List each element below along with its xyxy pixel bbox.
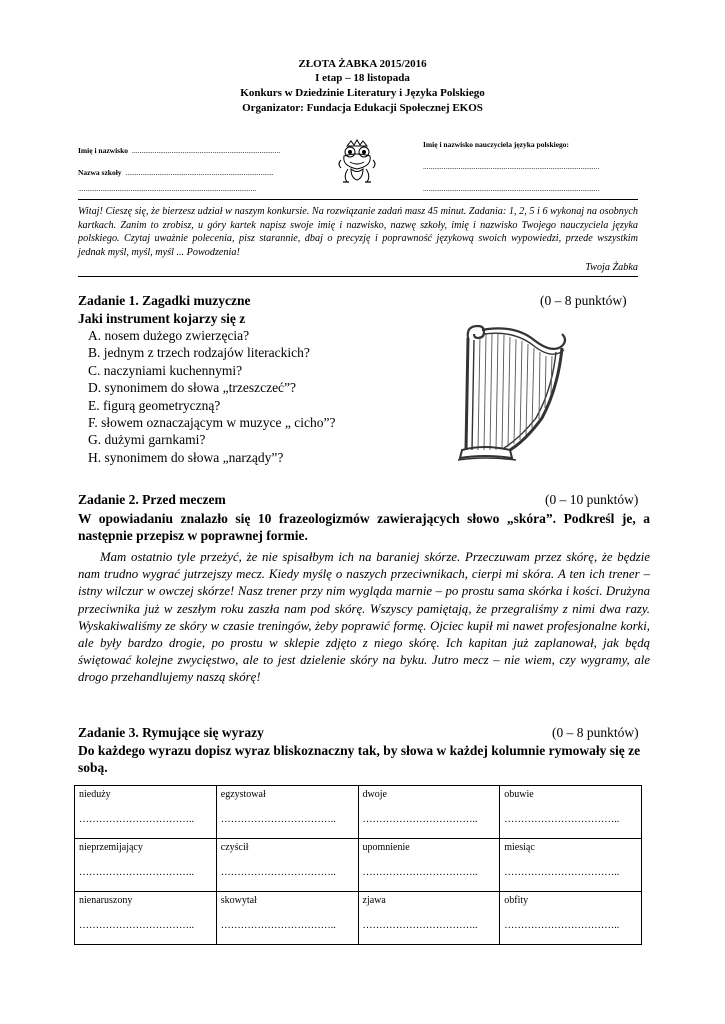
name-label: Imię i nazwisko — [78, 146, 129, 155]
table-cell[interactable]: czyścił …………………………….. — [216, 839, 358, 892]
task2-points: (0 – 10 punktów) — [545, 492, 639, 507]
task2-instruction: W opowiadaniu znalazło się 10 frazeologizmów zawierających słowo „skóra”. Podkreśl je, a następnie przepisz w poprawnej formie. — [78, 511, 650, 543]
table-cell[interactable]: miesiąc …………………………….. — [500, 839, 642, 892]
organizer: Organizator: Fundacja Edukacji Społecznej EKOS — [242, 102, 483, 114]
list-item: A. nosem dużego zwierzęcia? — [88, 328, 250, 343]
task2-title: Zadanie 2. Przed meczem — [78, 492, 226, 507]
task3-title: Zadanie 3. Rymujące się wyrazy — [78, 725, 264, 740]
school-label: Nazwa szkoły — [78, 168, 122, 177]
task3-instruction: Do każdego wyrazu dopisz wyraz bliskoznaczny tak, by słowa w każdej kolumnie rymowały się ze sobą. — [78, 743, 641, 775]
task2-story: Mam ostatnio tyle przeżyć, że nie spisałbym ich na baraniej skórze. Przeczuwam przez skórę, że będzie nam trudno wygrać jutrzejszy mecz. Kiedy myślę o naszych przeciwnikach, cierpi mi skóra. A ten ich trener – istny wilczur w owczej skórze! Nasz trener przy nim wygląda marnie – po prostu sama skórka i kości. Drużyna przeciwnika już w zeszłym roku zaszła nam pod skórę. Wszyscy pamiętają, że przegraliśmy z nimi dwa razy. Wyskakiwaliśmy ze skóry w czasie treningów, żeby poprawić formę. Ojciec kupił mi nawet profesjonalne korki, ale były bardzo drogie, po prostu w sklepie zdjęto z niego skórę. Ich kapitan już zaplanował, jak będą świętować kolejne zwycięstwo, ale to jest dzielenie skóry na byku. Jutro mecz – nie wiem, czy wygramy, ale drogo przehandlujemy naszą skórę! — [78, 550, 650, 685]
list-item: E. figurą geometryczną? — [88, 397, 221, 413]
teacher-dots[interactable]: .............................................................................................. — [423, 162, 600, 171]
table-row — [75, 892, 642, 945]
table-row — [75, 786, 642, 839]
table-cell[interactable]: obuwie …………………………….. — [500, 786, 642, 839]
teacher-label: Imię i nazwisko nauczyciela języka polskiego: — [423, 140, 570, 149]
table-cell[interactable]: zjawa …………………………….. — [358, 892, 500, 945]
table-cell[interactable]: egzystował …………………………….. — [216, 786, 358, 839]
intro-bottom-rule — [78, 276, 638, 277]
list-item: H. synonimem do słowa „narządy”? — [88, 449, 284, 465]
school-field[interactable] — [78, 162, 274, 180]
harp-illustration — [454, 318, 574, 468]
task3-points: (0 – 8 punktów) — [552, 725, 639, 740]
task1-points: (0 – 8 punktów) — [540, 293, 627, 308]
table-cell[interactable]: skowytał …………………………….. — [216, 892, 358, 945]
table-cell[interactable]: nieduży …………………………….. — [75, 786, 217, 839]
list-item: G. dużymi garnkami? — [88, 432, 206, 448]
stage-date: I etap – 18 listopada — [315, 72, 410, 84]
school-dots-2[interactable]: ............................................................................................... — [78, 184, 257, 193]
list-item: C. naczyniami kuchennymi? — [88, 362, 243, 378]
table-cell[interactable]: dwoje …………………………….. — [358, 786, 500, 839]
task1-list — [88, 327, 335, 466]
teacher-dots-2[interactable]: .............................................................................................. — [423, 184, 600, 193]
task1-question: Jaki instrument kojarzy się z — [78, 311, 246, 326]
frog-logo — [333, 138, 381, 186]
contest-title: ZŁOTA ŻABKA 2015/2016 — [298, 58, 427, 70]
list-item: F. słowem oznaczającym w muzyce „ cicho”? — [88, 415, 336, 431]
name-field[interactable] — [78, 140, 280, 158]
list-item: B. jednym z trzech rodzajów literackich? — [88, 345, 310, 361]
table-cell[interactable]: upomnienie …………………………….. — [358, 839, 500, 892]
task1-title: Zadanie 1. Zagadki muzyczne — [78, 293, 251, 308]
table-cell[interactable]: obfity …………………………….. — [500, 892, 642, 945]
contest-subtitle: Konkurs w Dziedzinie Literatury i Języka Polskiego — [240, 87, 485, 99]
name-dots: ............................................................................... — [132, 146, 281, 155]
list-item: D. synonimem do słowa „trzeszczeć”? — [88, 380, 297, 396]
intro-signature: Twoja Żabka — [585, 262, 638, 273]
table-cell[interactable]: nienaruszony …………………………….. — [75, 892, 217, 945]
table-row — [75, 839, 642, 892]
intro-top-rule — [78, 199, 638, 200]
school-dots: ............................................................................... — [125, 168, 274, 177]
rhyme-table — [74, 785, 642, 945]
intro-text: Witaj! Cieszę się, że bierzesz udział w naszym konkursie. Na rozwiązanie zadań masz 45 minut. Zadania: 1, 2, 5 i 6 wykonaj na osobnych kartkach. Zanim to zrobisz, u góry kartek napisz swoje imię i nazwisko, nazwę szkoły, imię i nazwisko Twojego nauczyciela języka polskiego. Czytaj uważnie polecenia, pisz starannie, dbaj o precyzję i poprawność językową swoich wypowiedzi, przede wszystkim jednak myśl, myśl, myśl ... Powodzenia! — [78, 206, 638, 258]
table-cell[interactable]: nieprzemijający …………………………….. — [75, 839, 217, 892]
